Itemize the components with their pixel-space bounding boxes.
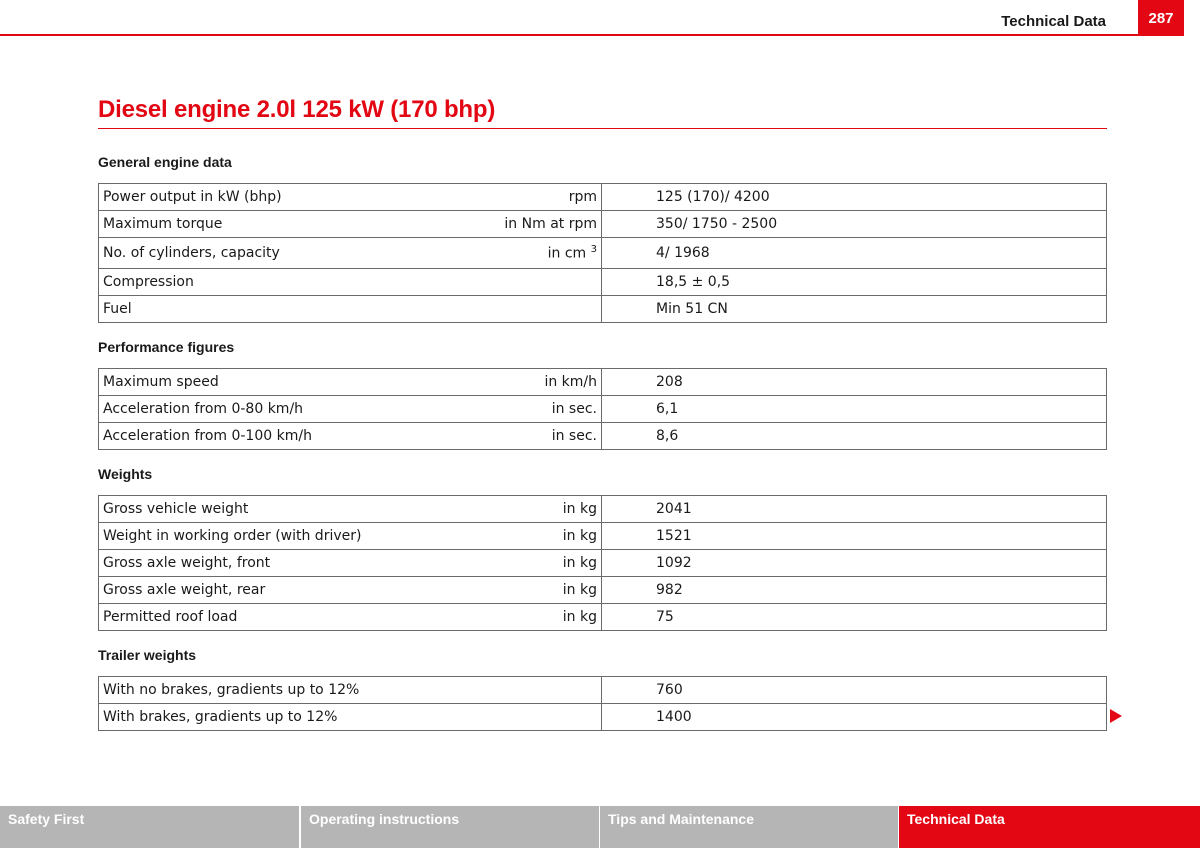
row-value: 350/ 1750 - 2500 xyxy=(602,211,1107,238)
row-unit: in km/h xyxy=(443,369,602,396)
table-row xyxy=(99,211,1107,238)
row-unit xyxy=(443,296,602,323)
header-rule xyxy=(0,34,1138,36)
row-label: Permitted roof load xyxy=(99,604,444,631)
general-engine-table xyxy=(98,183,1107,323)
row-value: 8,6 xyxy=(602,423,1107,450)
row-label: No. of cylinders, capacity xyxy=(99,238,444,269)
row-label: Gross vehicle weight xyxy=(99,496,444,523)
table-row xyxy=(99,577,1107,604)
table-row xyxy=(99,677,1107,704)
row-unit: rpm xyxy=(443,184,602,211)
row-unit: in kg xyxy=(443,604,602,631)
row-unit-text: in cm xyxy=(547,245,587,262)
performance-table xyxy=(98,368,1107,450)
row-label: Maximum speed xyxy=(99,369,444,396)
table-row xyxy=(99,523,1107,550)
row-value: 125 (170)/ 4200 xyxy=(602,184,1107,211)
row-value: 6,1 xyxy=(602,396,1107,423)
table-row xyxy=(99,496,1107,523)
footer-tab-operating-instructions[interactable]: Operating instructions xyxy=(301,806,599,848)
trailer-weights-table xyxy=(98,676,1107,731)
footer-tab-tips-and-maintenance[interactable]: Tips and Maintenance xyxy=(600,806,898,848)
row-unit: in kg xyxy=(443,523,602,550)
row-value: 982 xyxy=(602,577,1107,604)
table-row xyxy=(99,269,1107,296)
title-rule xyxy=(98,128,1107,129)
section-heading-performance: Performance figures xyxy=(98,339,235,355)
table-row xyxy=(99,550,1107,577)
row-label: Compression xyxy=(99,269,444,296)
table-row xyxy=(99,396,1107,423)
row-label: Gross axle weight, front xyxy=(99,550,444,577)
row-unit: in sec. xyxy=(443,396,602,423)
section-heading-trailer: Trailer weights xyxy=(98,647,197,663)
arrow-right-icon xyxy=(1110,709,1122,723)
row-label: With brakes, gradients up to 12% xyxy=(99,704,602,731)
row-label: Gross axle weight, rear xyxy=(99,577,444,604)
row-unit xyxy=(443,238,602,269)
row-value: 1521 xyxy=(602,523,1107,550)
row-value: 18,5 ± 0,5 xyxy=(602,269,1107,296)
table-row xyxy=(99,238,1107,269)
row-label: Power output in kW (bhp) xyxy=(99,184,444,211)
table-row xyxy=(99,704,1107,731)
row-unit: in kg xyxy=(443,550,602,577)
row-label: Acceleration from 0-100 km/h xyxy=(99,423,444,450)
weights-table xyxy=(98,495,1107,631)
row-label: Weight in working order (with driver) xyxy=(99,523,444,550)
section-heading-general: General engine data xyxy=(98,154,232,170)
section-heading-weights: Weights xyxy=(98,466,153,482)
page-number: 287 xyxy=(1138,0,1184,36)
footer-nav xyxy=(0,806,1200,848)
row-label: With no brakes, gradients up to 12% xyxy=(99,677,602,704)
footer-tab-safety-first[interactable]: Safety First xyxy=(0,806,299,848)
row-value: Min 51 CN xyxy=(602,296,1107,323)
footer-tab-technical-data[interactable]: Technical Data xyxy=(899,806,1200,848)
header-chapter-title: Technical Data xyxy=(1001,13,1106,30)
row-unit: in Nm at rpm xyxy=(443,211,602,238)
row-value: 1092 xyxy=(602,550,1107,577)
row-unit: in kg xyxy=(443,496,602,523)
table-row xyxy=(99,296,1107,323)
row-value: 75 xyxy=(602,604,1107,631)
row-value: 208 xyxy=(602,369,1107,396)
row-value: 760 xyxy=(602,677,1107,704)
table-row xyxy=(99,184,1107,211)
table-row xyxy=(99,423,1107,450)
row-value: 4/ 1968 xyxy=(602,238,1107,269)
row-unit: in kg xyxy=(443,577,602,604)
table-row xyxy=(99,369,1107,396)
row-label: Maximum torque xyxy=(99,211,444,238)
table-row xyxy=(99,604,1107,631)
row-unit-superscript: 3 xyxy=(590,244,597,256)
row-unit: in sec. xyxy=(443,423,602,450)
page-title: Diesel engine 2.0l 125 kW (170 bhp) xyxy=(98,96,496,123)
row-label: Fuel xyxy=(99,296,444,323)
row-label: Acceleration from 0-80 km/h xyxy=(99,396,444,423)
row-value: 2041 xyxy=(602,496,1107,523)
row-value: 1400 xyxy=(602,704,1107,731)
row-unit xyxy=(443,269,602,296)
